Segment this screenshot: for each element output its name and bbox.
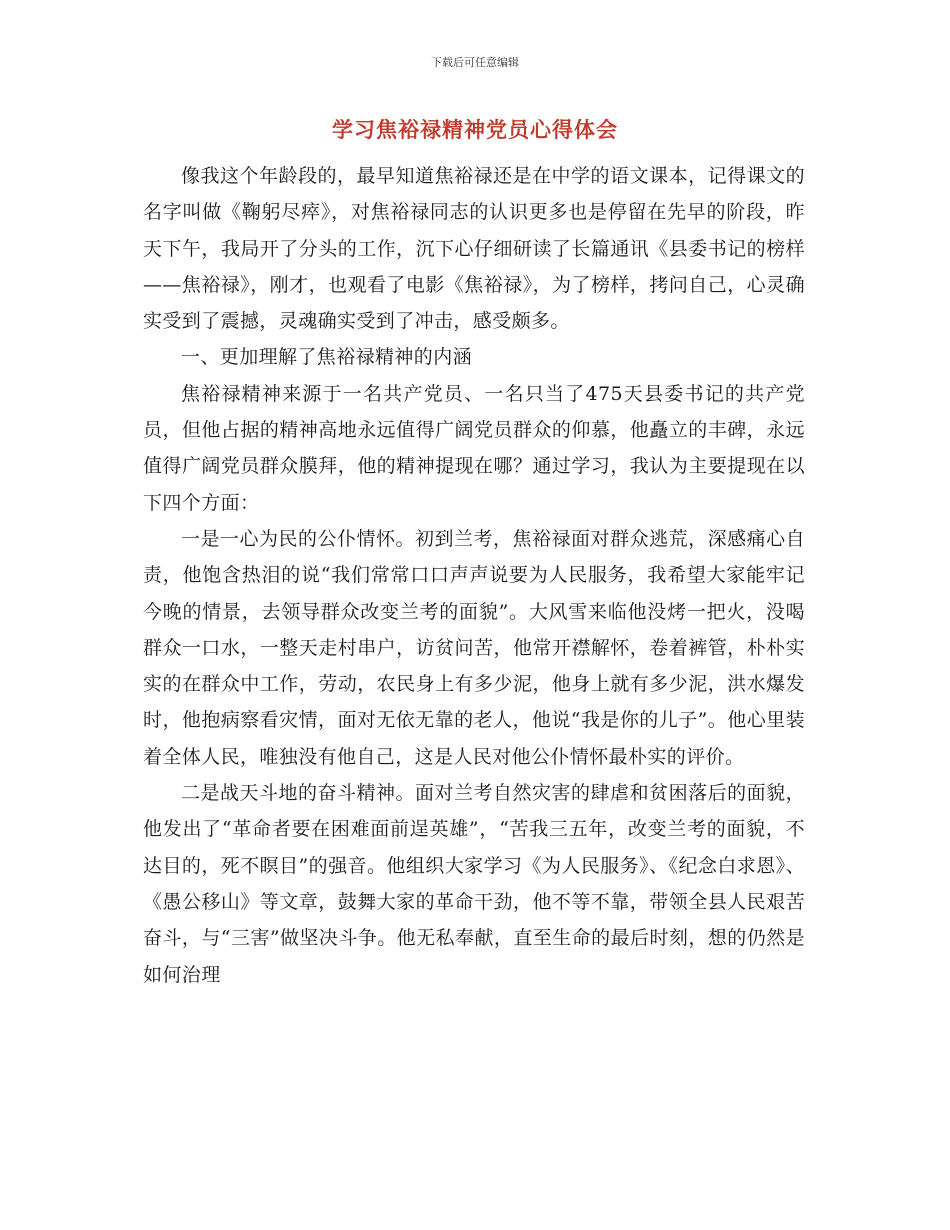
- paragraph-point-one: 一是一心为民的公仆情怀。初到兰考，焦裕禄面对群众逃荒，深感痛心自责，他饱含热泪的说“我们常常口口声声说要为人民服务，我希望大家能牢记今晚的情景，去领导群众改变兰考的面貌”。大风雪来临他没烤一把火，没喝群众一口水，一整天走村串户，访贫问苦，他常开襟解怀，卷着裤管，朴朴实实的在群众中工作，劳动，农民身上有多少泥，他身上就有多少泥，洪水爆发时，他抱病察看灾情，面对无依无靠的老人，他说“我是你的儿子”。他心里装着全体人民，唯独没有他自己，这是人民对他公仆情怀最朴实的评价。: [143, 527, 805, 768]
- header-note: 下载后可任意编辑: [431, 56, 519, 69]
- paragraph-spirit-origin: 焦裕禄精神来源于一名共产党员、一名只当了475天县委书记的共产党员，但他占据的精神高地永远值得广阔党员群众的仰慕，他矗立的丰碑，永远值得广阔党员群众膜拜，他的精神提现在哪？通过学习，我认为主要提现在以下四个方面：: [143, 382, 805, 514]
- document-title: 学习焦裕禄精神党员心得体会: [332, 118, 618, 142]
- paragraph-point-two: 二是战天斗地的奋斗精神。面对兰考自然灾害的肆虐和贫困落后的面貌，他发出了“革命者要在困难面前逞英雄”，“苦我三五年，改变兰考的面貌，不达目的，死不瞑目”的强音。他组织大家学习《为人民服务》、《纪念白求恩》、《愚公移山》等文章，鼓舞大家的革命干劲，他不等不靠，带领全县人民艰苦奋斗，与“三害”做坚决斗争。他无私奉献，直至生命的最后时刻，想的仍然是如何治理: [143, 782, 805, 986]
- paragraph-intro: 像我这个年龄段的，最早知道焦裕禄还是在中学的语文课本，记得课文的名字叫做《鞠躬尽瘁》，对焦裕禄同志的认识更多也是停留在先早的阶段，昨天下午，我局开了分头的工作，沉下心仔细研读了长篇通讯《县委书记的榜样——焦裕禄》，刚才，也观看了电影《焦裕禄》，为了榜样，拷问自己，心灵确实受到了震撼，灵魂确实受到了冲击，感受颇多。: [143, 165, 805, 333]
- section-heading: 一、更加理解了焦裕禄精神的内涵: [181, 346, 473, 369]
- document-body: [143, 158, 805, 993]
